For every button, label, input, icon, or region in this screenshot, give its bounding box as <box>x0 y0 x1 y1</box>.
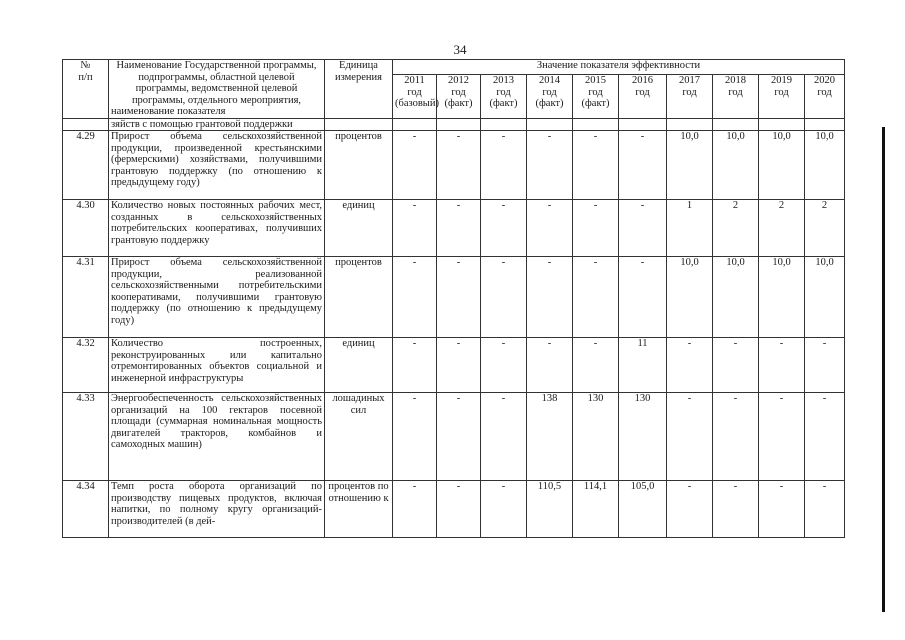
row-value: - <box>527 131 573 200</box>
header-year-sub: год <box>774 86 789 98</box>
header-year-2018 <box>713 75 759 118</box>
row-value: - <box>437 393 481 481</box>
row-unit: единиц <box>325 338 393 393</box>
row-number: 4.29 <box>63 131 109 200</box>
row-value: 2 <box>805 200 845 257</box>
row-value: - <box>759 481 805 538</box>
row-value: 10,0 <box>759 131 805 200</box>
row-value: - <box>619 200 667 257</box>
row-value: 2 <box>759 200 805 257</box>
row-value: - <box>573 338 619 393</box>
row-value: 10,0 <box>805 257 845 338</box>
header-year-label: 2015 <box>585 75 606 87</box>
row-value: 105,0 <box>619 481 667 538</box>
table-row <box>63 200 845 257</box>
row-value: - <box>437 481 481 538</box>
row-unit: процентов <box>325 131 393 200</box>
row-value: - <box>481 393 527 481</box>
row-value: - <box>667 338 713 393</box>
row-number: 4.30 <box>63 200 109 257</box>
header-year-label: 2018 <box>725 75 746 87</box>
row-value: - <box>481 131 527 200</box>
row-value: 110,5 <box>527 481 573 538</box>
table-header <box>63 60 845 119</box>
header-year-2012 <box>437 75 481 118</box>
header-year-2014 <box>527 75 573 118</box>
header-year-sub: год <box>635 86 650 98</box>
header-year-label: 2020 <box>814 75 836 87</box>
header-year-label: 2012 <box>448 75 469 87</box>
row-unit: процентов <box>325 257 393 338</box>
row-value: - <box>437 257 481 338</box>
row-value: - <box>759 338 805 393</box>
row-value: - <box>393 200 437 257</box>
header-unit: Единица измерения <box>325 60 393 119</box>
header-values-title: Значение показателя эффективности <box>393 60 845 75</box>
row-value: - <box>619 131 667 200</box>
row-value: - <box>481 200 527 257</box>
row-number: 4.32 <box>63 338 109 393</box>
row-value: 138 <box>527 393 573 481</box>
row-value: - <box>573 200 619 257</box>
continuation-num <box>63 118 109 131</box>
row-value: - <box>759 393 805 481</box>
row-value: 10,0 <box>713 257 759 338</box>
row-indicator-name: Прирост объема сельскохозяйственной продукции, произведенной крестьянскими (фермерскими) хозяйствами, получившими грантовую поддержку (по отношению к предыдущему году) <box>109 131 325 200</box>
row-value: - <box>805 338 845 393</box>
row-indicator-name: Прирост объема сельскохозяйственной продукции, реализованной сельскохозяйственными потребительскими кооперативами, получившими грантовую поддержку (по отношению к предыдущему году) <box>109 257 325 338</box>
row-value: - <box>527 257 573 338</box>
header-year-2020 <box>805 75 845 118</box>
header-year-label: 2014 <box>539 75 560 87</box>
row-indicator-name: Энергообеспеченность сельскохозяйственных организаций на 100 гектаров посевной площади (суммарная номинальная мощность двигателей тракторов, комбайнов и самоходных машин) <box>109 393 325 481</box>
row-value: - <box>393 393 437 481</box>
header-year-2013 <box>481 75 527 118</box>
row-value: - <box>619 257 667 338</box>
header-year-2011 <box>393 75 437 118</box>
row-value: - <box>481 257 527 338</box>
header-year-sub: год (факт) <box>489 86 518 110</box>
row-value: 114,1 <box>573 481 619 538</box>
row-number: 4.33 <box>63 393 109 481</box>
row-value: - <box>393 131 437 200</box>
row-value: - <box>667 481 713 538</box>
row-value: - <box>713 393 759 481</box>
header-num: № п/п <box>63 60 109 119</box>
header-year-label: 2013 <box>493 75 514 87</box>
row-unit: процентов по отношению к <box>325 481 393 538</box>
row-value: - <box>527 200 573 257</box>
row-value: - <box>527 338 573 393</box>
header-year-label: 2016 <box>632 75 653 87</box>
table-row <box>63 481 845 538</box>
row-value: 10,0 <box>805 131 845 200</box>
row-value: 130 <box>619 393 667 481</box>
row-unit: лошадиных сил <box>325 393 393 481</box>
header-year-sub: год (факт) <box>444 86 473 110</box>
header-year-2017 <box>667 75 713 118</box>
row-value: - <box>573 131 619 200</box>
row-value: - <box>437 338 481 393</box>
row-value: - <box>805 481 845 538</box>
header-year-sub: год <box>728 86 743 98</box>
row-value: - <box>481 338 527 393</box>
row-value: 10,0 <box>759 257 805 338</box>
header-year-2019 <box>759 75 805 118</box>
row-value: - <box>437 200 481 257</box>
row-value: - <box>393 481 437 538</box>
row-value: - <box>393 338 437 393</box>
page-number: 34 <box>453 42 467 57</box>
row-value: - <box>805 393 845 481</box>
row-indicator-name: Количество построенных, реконструированных или капитально отремонтированных объектов социальной и инженерной инфраструктуры <box>109 338 325 393</box>
table-row <box>63 393 845 481</box>
header-year-sub: год <box>817 86 832 98</box>
table-row <box>63 131 845 200</box>
row-indicator-name: Темп роста оборота организаций по производству пищевых продуктов, включая напитки, по полному кругу организаций-производителей (в дей- <box>109 481 325 538</box>
row-value: 1 <box>667 200 713 257</box>
table-row <box>63 338 845 393</box>
table-row <box>63 257 845 338</box>
header-year-2015 <box>573 75 619 118</box>
row-value: 10,0 <box>667 257 713 338</box>
header-year-2016 <box>619 75 667 118</box>
row-value: - <box>713 481 759 538</box>
row-value: - <box>393 257 437 338</box>
row-value: - <box>437 131 481 200</box>
row-value: 10,0 <box>667 131 713 200</box>
row-number: 4.31 <box>63 257 109 338</box>
row-indicator-name: Количество новых постоянных рабочих мест, созданных в сельскохозяйственных потребительских кооперативах, получивших грантовую поддержку <box>109 200 325 257</box>
row-value: - <box>573 257 619 338</box>
row-value: - <box>481 481 527 538</box>
row-value: 11 <box>619 338 667 393</box>
header-year-label: 2019 <box>771 75 792 87</box>
continuation-row <box>63 118 845 131</box>
row-number: 4.34 <box>63 481 109 538</box>
header-year-sub: год (базовый) <box>395 86 439 110</box>
continuation-text: зяйств с помощью грантовой поддержки <box>109 118 325 131</box>
header-year-sub: год <box>682 86 697 98</box>
row-value: 10,0 <box>713 131 759 200</box>
margin-bar <box>882 127 885 612</box>
row-value: - <box>713 338 759 393</box>
header-year-sub: год (факт) <box>581 86 610 110</box>
header-year-sub: год (факт) <box>535 86 564 110</box>
row-value: 2 <box>713 200 759 257</box>
header-year-label: 2017 <box>679 75 700 87</box>
header-name: Наименование Государственной программы, подпрограммы, областной целевой программы, ведомственной целевой программы, отдельного мероприятия, наименование показателя <box>109 60 325 119</box>
row-value: 130 <box>573 393 619 481</box>
indicator-table <box>62 59 845 538</box>
row-unit: единиц <box>325 200 393 257</box>
row-value: - <box>667 393 713 481</box>
header-year-label: 2011 <box>404 75 425 87</box>
